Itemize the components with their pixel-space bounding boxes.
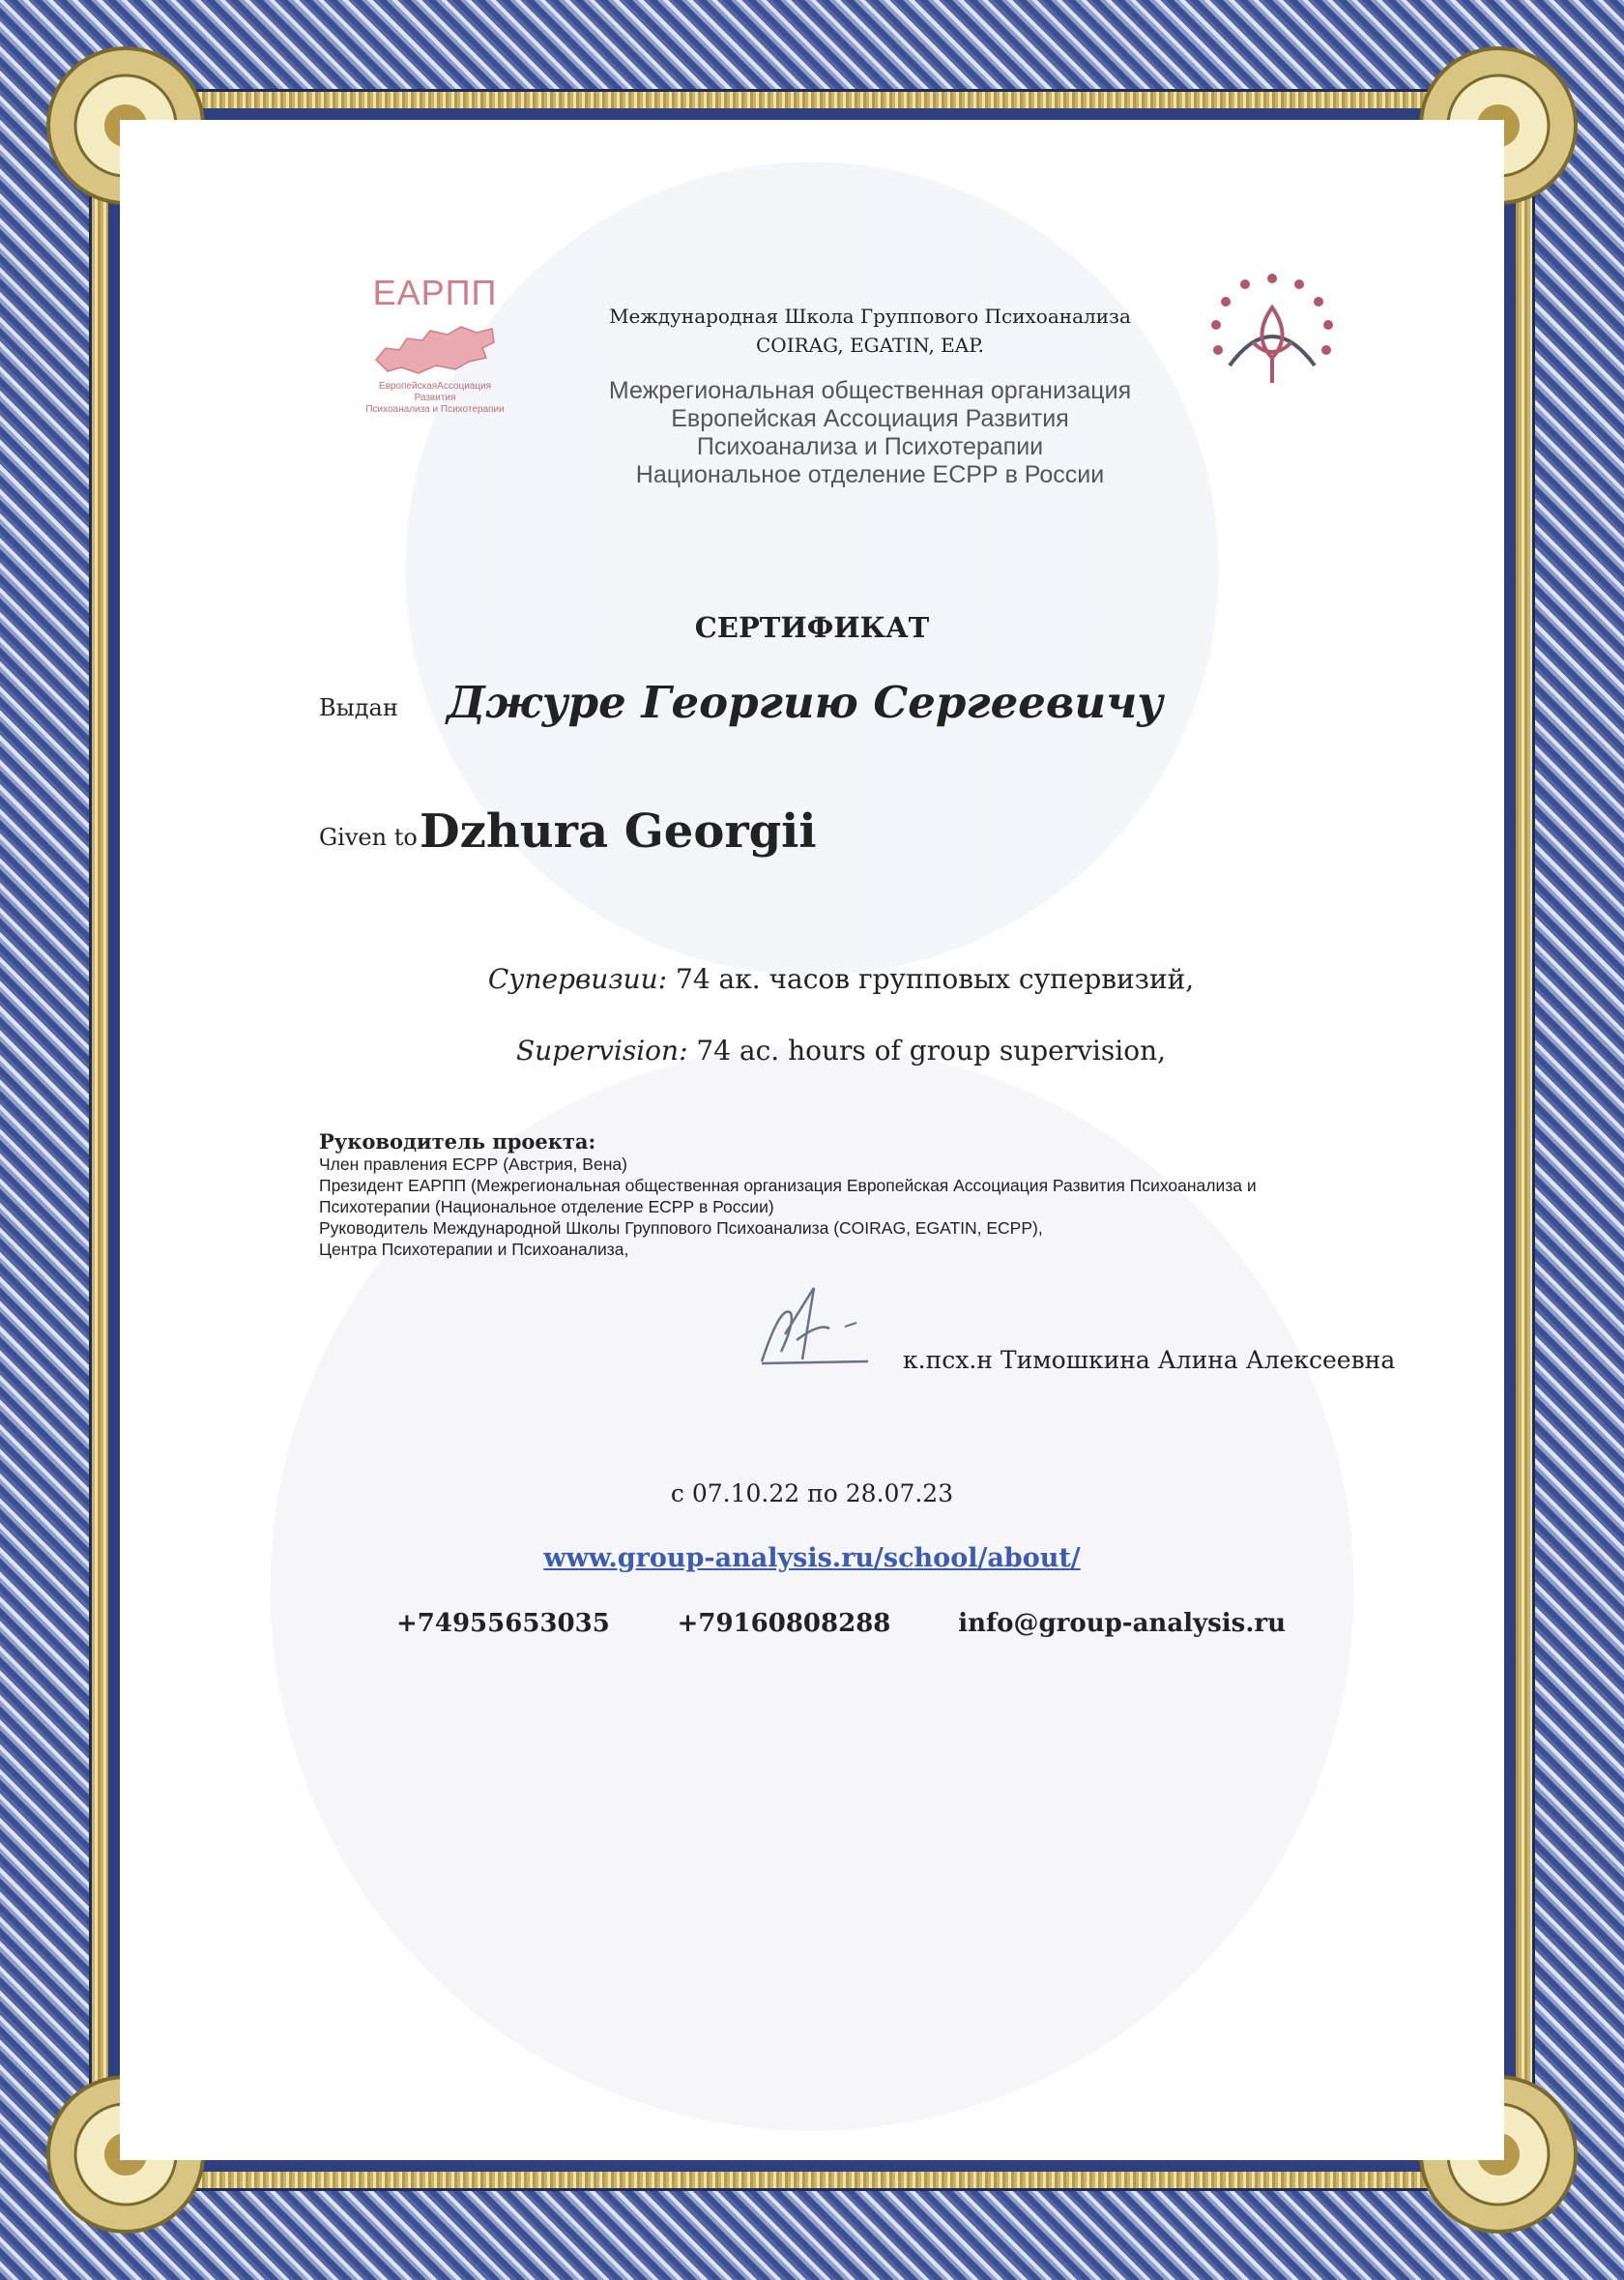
org-line-4: Национальное отделение ЕСРР в России	[635, 461, 1105, 488]
supervision-en-label: Supervision:	[515, 1035, 688, 1067]
manager-line: Центра Психотерапии и Психоанализа,	[319, 1240, 629, 1259]
earpp-logo-subtitle: ЕвропейскаяАссоциация Развития Психоанализа и Психотерапии	[365, 381, 505, 415]
certificate-dates: с 07.10.22 по 28.07.23	[670, 1479, 954, 1507]
phone-2: +79160808288	[677, 1609, 891, 1638]
certificate-title: СЕРТИФИКАТ	[694, 611, 930, 644]
given-label: Given to	[319, 824, 418, 851]
organization-block	[541, 377, 1199, 489]
email: info@group-analysis.ru	[958, 1609, 1286, 1638]
supervision-en	[329, 1035, 1353, 1067]
school-name: Международная Школа Группового Психоанализа	[609, 305, 1131, 328]
supervision-ru	[329, 963, 1353, 995]
project-manager-heading: Руководитель проекта:	[319, 1129, 596, 1154]
signature-image	[752, 1284, 878, 1371]
signer-name: к.псх.н Тимошкина Алина Алексеевна	[903, 1346, 1396, 1374]
recipient-name-ru: Джуре Георгию Сергеевичу	[447, 677, 1164, 728]
school-header	[541, 302, 1199, 360]
supervision-en-text: 74 ac. hours of group supervision,	[687, 1035, 1166, 1067]
contacts-row	[396, 1609, 1286, 1638]
manager-line: Член правления ЕСРР (Австрия, Вена)	[319, 1155, 627, 1174]
manager-line: Психотерапии (Национальное отделение ЕСРР в России)	[319, 1197, 774, 1216]
school-emblem-icon	[1195, 269, 1349, 395]
earpp-logo	[358, 273, 512, 416]
org-line-3: Психоанализа и Психотерапии	[696, 433, 1044, 460]
project-manager-details	[319, 1154, 1382, 1260]
earpp-logo-title: ЕАРПП	[372, 273, 498, 312]
russia-map-icon	[372, 319, 498, 377]
supervision-ru-text: 74 ак. часов групповых супервизий,	[667, 963, 1195, 995]
org-line-1: Межрегиональная общественная организация	[608, 377, 1132, 404]
org-line-2: Европейская Ассоциация Развития	[671, 405, 1069, 432]
website-link[interactable]: www.group-analysis.ru/school/about/	[543, 1543, 1081, 1573]
school-affiliations: COIRAG, EGATIN, EAP.	[756, 334, 984, 357]
issued-label: Выдан	[319, 694, 398, 721]
recipient-name-en: Dzhura Georgii	[420, 804, 817, 859]
manager-line: Руководитель Международной Школы Группового Психоанализа (COIRAG, EGATIN, ECPP),	[319, 1218, 1043, 1238]
phone-1: +74955653035	[396, 1609, 610, 1638]
manager-line: Президент ЕАРПП (Межрегиональная общественная организация Европейская Ассоциация Развития Психоанализа и	[319, 1176, 1257, 1195]
supervision-ru-label: Супервизии:	[487, 963, 668, 995]
